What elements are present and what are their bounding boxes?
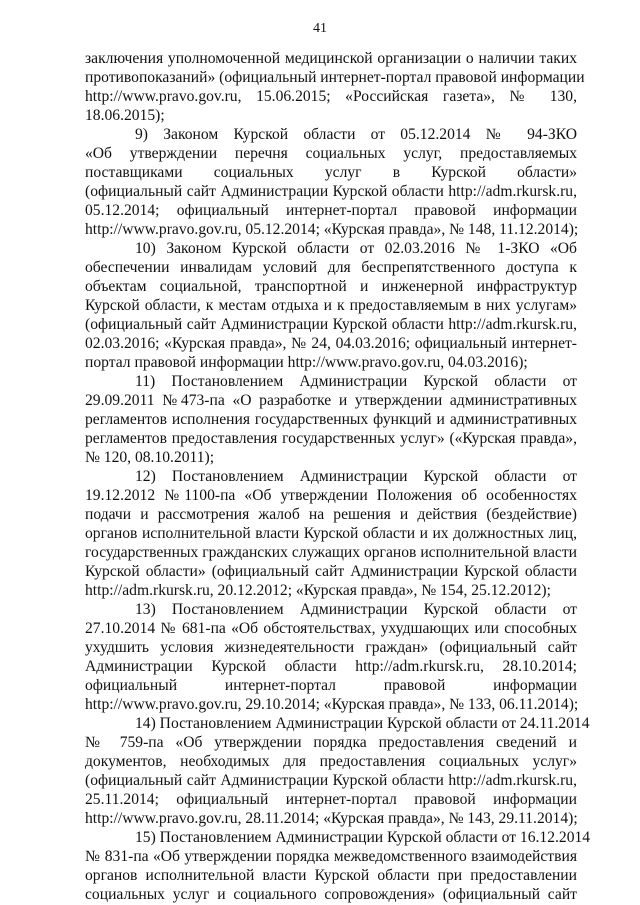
text-line: 10) Законом Курской области от 02.03.2016 № 1-ЗКО «Об <box>135 240 577 257</box>
text-line: Администрации Курской области http://adm.rkursk.ru, 28.10.2014; <box>85 658 577 675</box>
text-line: объектам социальной, транспортной и инженерной инфраструктур <box>85 278 577 295</box>
paragraph <box>85 828 591 904</box>
paragraph <box>85 125 577 239</box>
text-line: http://adm.rkursk.ru, 20.12.2012; «Курская правда», № 154, 25.12.2012); <box>85 582 551 599</box>
text-line: 11) Постановлением Администрации Курской области от <box>135 373 577 390</box>
text-line: № 831-па «Об утверждении порядка межведомственного взаимодействия <box>85 848 577 865</box>
text-line: http://www.pravo.gov.ru, 15.06.2015; «Российская газета», № 130, <box>85 88 577 105</box>
text-line: Курской области, к местам отдыха и к предоставляемым в них услугам» <box>85 297 577 314</box>
text-line: 19.12.2012 №1100-па «Об утверждении Положения об особенностях <box>85 487 577 504</box>
text-line: органов исполнительной власти Курской области и их должностных лиц, <box>85 525 577 542</box>
text-line: 9) Законом Курской области от 05.12.2014 № 94-ЗКО <box>135 126 577 143</box>
text-line: поставщиками социальных услуг в Курской области» <box>85 164 577 181</box>
text-line: 14) Постановлением Администрации Курской области от 24.11.2014 <box>135 715 590 732</box>
text-line: органов исполнительной власти Курской области при предоставлении <box>85 867 577 884</box>
text-line: 12) Постановлением Администрации Курской области от <box>135 468 577 485</box>
text-line: заключения уполномоченной медицинской организации о наличии таких <box>85 50 577 67</box>
text-line: обеспечении инвалидам условий для беспрепятственного доступа к <box>85 259 577 276</box>
paragraph <box>85 714 590 828</box>
text-line: № 120, 08.10.2011); <box>85 449 215 466</box>
paragraph <box>85 467 577 600</box>
text-line: (официальный сайт Администрации Курской области http://adm.rkursk.ru, <box>85 316 577 333</box>
text-line: официальный интернет-портал правовой информации <box>85 677 577 694</box>
text-line: № 759-па «Об утверждении порядка предоставления сведений и <box>85 734 577 751</box>
text-line: противопоказаний» (официальный интернет-портал правовой информации <box>85 69 585 86</box>
text-line: портал правовой информации http://www.pravo.gov.ru, 04.03.2016); <box>85 354 528 371</box>
text-line: 13) Постановлением Администрации Курской области от <box>135 601 577 618</box>
text-line: 29.09.2011 №473-па «О разработке и утверждении административных <box>85 392 577 409</box>
text-line: регламентов предоставления государственных услуг» («Курская правда», <box>85 430 577 447</box>
paragraph <box>85 600 577 714</box>
page-number: 41 <box>313 21 327 36</box>
text-line: социальных услуг и социального сопровождения» (официальный сайт <box>85 886 577 903</box>
text-line: 05.12.2014; официальный интернет-портал правовой информации <box>85 202 577 219</box>
text-line: 25.11.2014; официальный интернет-портал правовой информации <box>85 791 577 808</box>
text-line: (официальный сайт Администрации Курской области http://adm.rkursk.ru, <box>85 183 577 200</box>
document-body <box>85 49 591 904</box>
text-line: государственных гражданских служащих органов исполнительной власти <box>85 544 577 561</box>
text-line: регламентов исполнения государственных функций и административных <box>85 411 577 428</box>
text-line: http://www.pravo.gov.ru, 05.12.2014; «Курская правда», № 148, 11.12.2014); <box>85 221 579 238</box>
text-line: подачи и рассмотрения жалоб на решения и действия (бездействие) <box>85 506 577 523</box>
text-line: http://www.pravo.gov.ru, 28.11.2014; «Курская правда», № 143, 29.11.2014); <box>85 810 578 827</box>
paragraph <box>85 49 585 125</box>
text-line: 02.03.2016; «Курская правда», № 24, 04.03.2016; официальный интернет- <box>85 335 577 352</box>
text-line: http://www.pravo.gov.ru, 29.10.2014; «Курская правда», № 133, 06.11.2014); <box>85 696 579 713</box>
text-line: 18.06.2015); <box>85 107 165 124</box>
paragraph <box>85 239 577 372</box>
paragraph <box>85 372 577 467</box>
text-line: «Об утверждении перечня социальных услуг, предоставляемых <box>85 145 577 162</box>
text-line: (официальный сайт Администрации Курской области http://adm.rkursk.ru, <box>85 772 577 789</box>
text-line: 15) Постановлением Администрации Курской области от 16.12.2014 <box>135 829 591 846</box>
text-line: 27.10.2014 № 681-па «Об обстоятельствах, ухудшающих или способных <box>85 620 577 637</box>
text-line: Курской области» (официальный сайт Администрации Курской области <box>85 563 577 580</box>
text-line: ухудшить условия жизнедеятельности граждан» (официальный сайт <box>85 639 577 656</box>
text-line: документов, необходимых для предоставления социальных услуг» <box>85 753 577 770</box>
